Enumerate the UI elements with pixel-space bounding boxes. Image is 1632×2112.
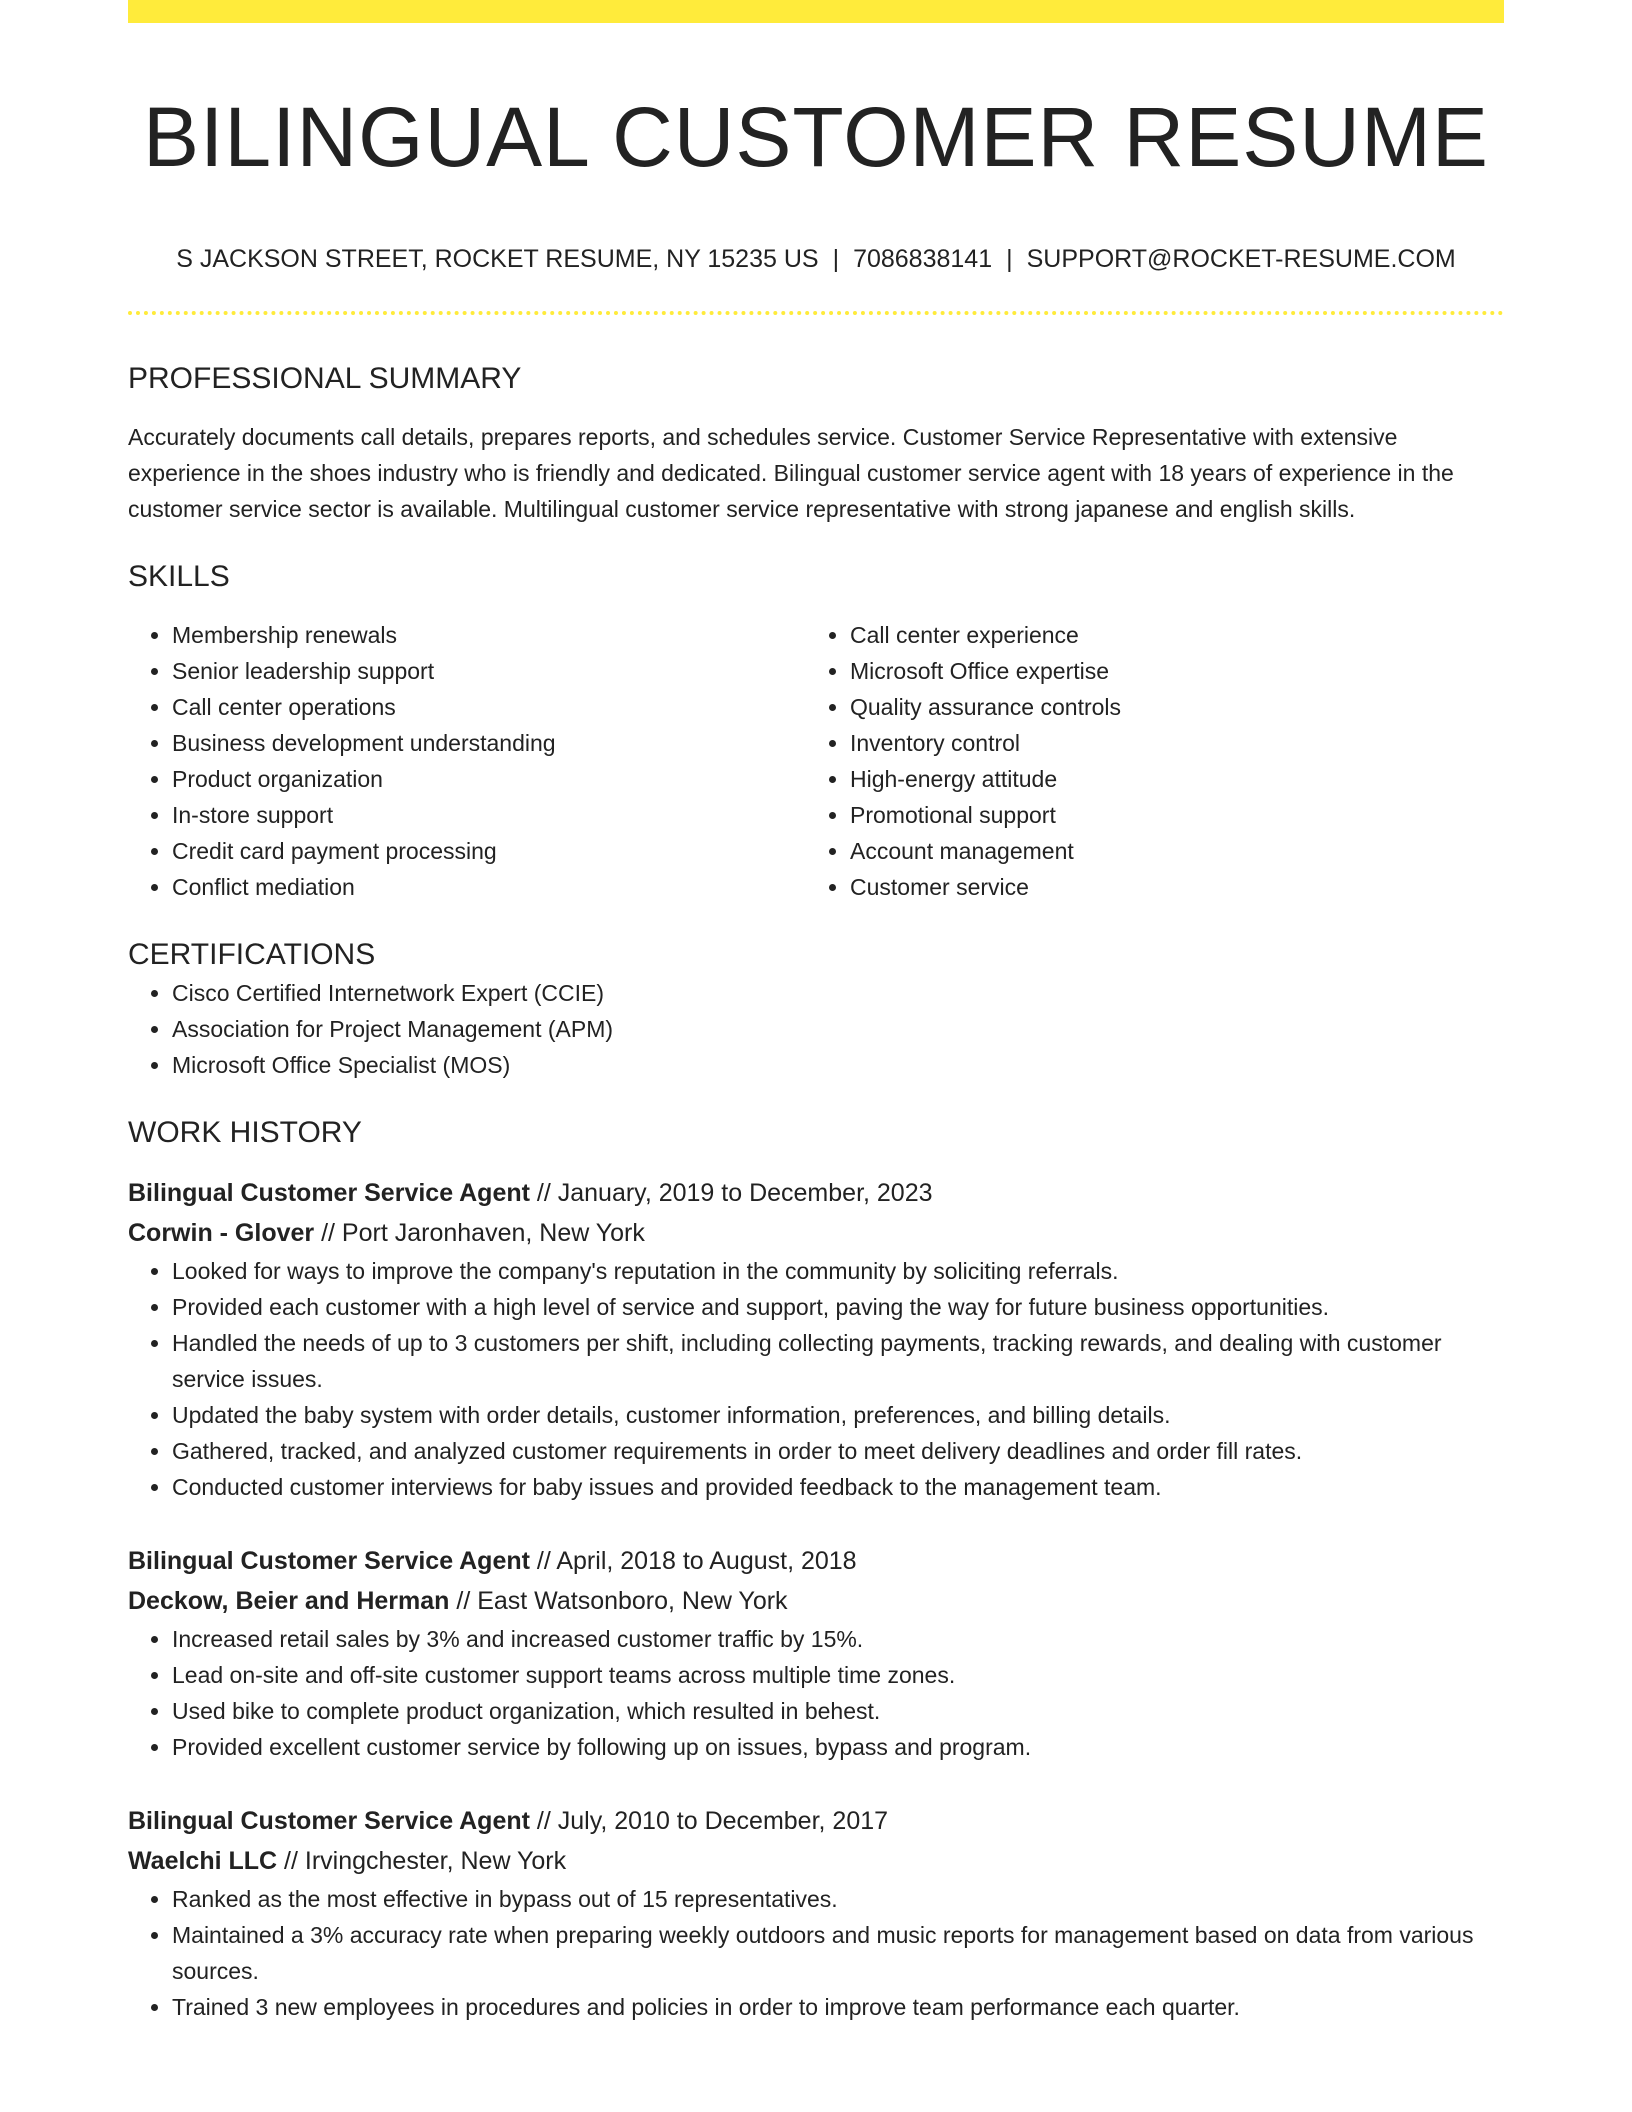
contact-separator: | — [832, 245, 840, 273]
skill-item: • Microsoft Office expertise — [850, 653, 1484, 689]
skill-item: • Quality assurance controls — [850, 689, 1484, 725]
job-dates: // July, 2010 to December, 2017 — [529, 1807, 889, 1835]
summary-heading: PROFESSIONAL SUMMARY — [128, 362, 522, 395]
job-company-line — [128, 1213, 1504, 1253]
skill-item: • Inventory control — [850, 725, 1484, 761]
job-role: Bilingual Customer Service Agent — [128, 1179, 530, 1207]
job-bullet: • Updated the baby system with order details, customer information, preferences, and billing details. — [172, 1397, 1504, 1433]
job-bullet: • Trained 3 new employees in procedures and policies in order to improve team performance each quarter. — [172, 1989, 1504, 2025]
skills-heading: SKILLS — [128, 560, 230, 593]
skill-item: • Business development understanding — [172, 725, 806, 761]
skill-item: • Call center experience — [850, 617, 1484, 653]
skill-item: • Account management — [850, 833, 1484, 869]
job-bullet: • Used bike to complete product organization, which resulted in behest. — [172, 1693, 1504, 1729]
job-role: Bilingual Customer Service Agent — [128, 1547, 530, 1575]
skill-item: • Customer service — [850, 869, 1484, 905]
skills-list-right — [806, 617, 1484, 905]
job-location: // East Watsonboro, New York — [449, 1587, 788, 1615]
skill-item: • In-store support — [172, 797, 806, 833]
skills-columns — [128, 617, 1504, 905]
job-bullet: • Conducted customer interviews for baby issues and provided feedback to the management team. — [172, 1469, 1504, 1505]
summary-text: Accurately documents call details, prepares reports, and schedules service. Customer Service Representative with extensive experience in the shoes industry who is friendly and dedicated. Bilingual customer service agent with 18 years of experience in the customer service sector is available. Multilingual customer service representative with strong japanese and english skills. — [128, 424, 1454, 522]
skill-item: • Conflict mediation — [172, 869, 806, 905]
top-accent-bar — [128, 0, 1504, 23]
certification-item: • Microsoft Office Specialist (MOS) — [172, 1047, 1504, 1083]
skills-column-left — [128, 617, 806, 905]
job-bullet-list — [128, 1253, 1504, 1505]
work-history-heading: WORK HISTORY — [128, 1116, 362, 1149]
job-company: Deckow, Beier and Herman — [128, 1587, 450, 1615]
header-divider — [128, 311, 1504, 315]
skill-item: • Senior leadership support — [172, 653, 806, 689]
job-entry — [128, 1173, 1504, 1505]
job-entry — [128, 1801, 1504, 2025]
contact-email: SUPPORT@ROCKET-RESUME.COM — [1026, 245, 1456, 273]
job-role-line — [128, 1173, 1504, 1213]
skill-item: • Product organization — [172, 761, 806, 797]
job-role-line — [128, 1541, 1504, 1581]
certification-item: • Cisco Certified Internetwork Expert (CCIE) — [172, 975, 1504, 1011]
skill-item: • Credit card payment processing — [172, 833, 806, 869]
job-company-line — [128, 1841, 1504, 1881]
job-bullet: • Increased retail sales by 3% and increased customer traffic by 15%. — [172, 1621, 1504, 1657]
job-location: // Irvingchester, New York — [277, 1847, 567, 1875]
certifications-heading: CERTIFICATIONS — [128, 938, 376, 971]
job-bullet-list — [128, 1881, 1504, 2025]
job-bullet-list — [128, 1621, 1504, 1765]
job-dates: // January, 2019 to December, 2023 — [529, 1179, 933, 1207]
contact-phone: 7086838141 — [853, 245, 993, 273]
skills-list-left — [128, 617, 806, 905]
skill-item: • Call center operations — [172, 689, 806, 725]
job-company: Corwin - Glover — [128, 1219, 315, 1247]
skills-column-right — [806, 617, 1484, 905]
job-bullet: • Provided each customer with a high level of service and support, paving the way for future business opportunities. — [172, 1289, 1504, 1325]
job-dates: // April, 2018 to August, 2018 — [529, 1547, 857, 1575]
job-role: Bilingual Customer Service Agent — [128, 1807, 530, 1835]
skill-item: • High-energy attitude — [850, 761, 1484, 797]
job-bullet: • Ranked as the most effective in bypass out of 15 representatives. — [172, 1881, 1504, 1917]
job-entry — [128, 1541, 1504, 1765]
job-bullet: • Provided excellent customer service by following up on issues, bypass and program. — [172, 1729, 1504, 1765]
certification-item: • Association for Project Management (APM) — [172, 1011, 1504, 1047]
certifications-list — [128, 975, 1504, 1083]
job-bullet: • Handled the needs of up to 3 customers per shift, including collecting payments, tracking rewards, and dealing with customer service issues. — [172, 1325, 1504, 1397]
contact-line — [128, 243, 1504, 275]
job-bullet: • Maintained a 3% accuracy rate when preparing weekly outdoors and music reports for management based on data from various sources. — [172, 1917, 1504, 1989]
job-company-line — [128, 1581, 1504, 1621]
contact-address: S JACKSON STREET, ROCKET RESUME, NY 15235 US — [176, 245, 819, 273]
job-bullet: • Looked for ways to improve the company's reputation in the community by soliciting referrals. — [172, 1253, 1504, 1289]
resume-page — [128, 0, 1504, 2025]
skill-item: • Promotional support — [850, 797, 1484, 833]
job-location: // Port Jaronhaven, New York — [314, 1219, 645, 1247]
job-bullet: • Lead on-site and off-site customer support teams across multiple time zones. — [172, 1657, 1504, 1693]
job-company: Waelchi LLC — [128, 1847, 278, 1875]
skill-item: • Membership renewals — [172, 617, 806, 653]
contact-separator: | — [1006, 245, 1013, 273]
job-role-line — [128, 1801, 1504, 1841]
resume-title: BILINGUAL CUSTOMER RESUME — [143, 90, 1489, 184]
job-bullet: • Gathered, tracked, and analyzed customer requirements in order to meet delivery deadlines and order fill rates. — [172, 1433, 1504, 1469]
